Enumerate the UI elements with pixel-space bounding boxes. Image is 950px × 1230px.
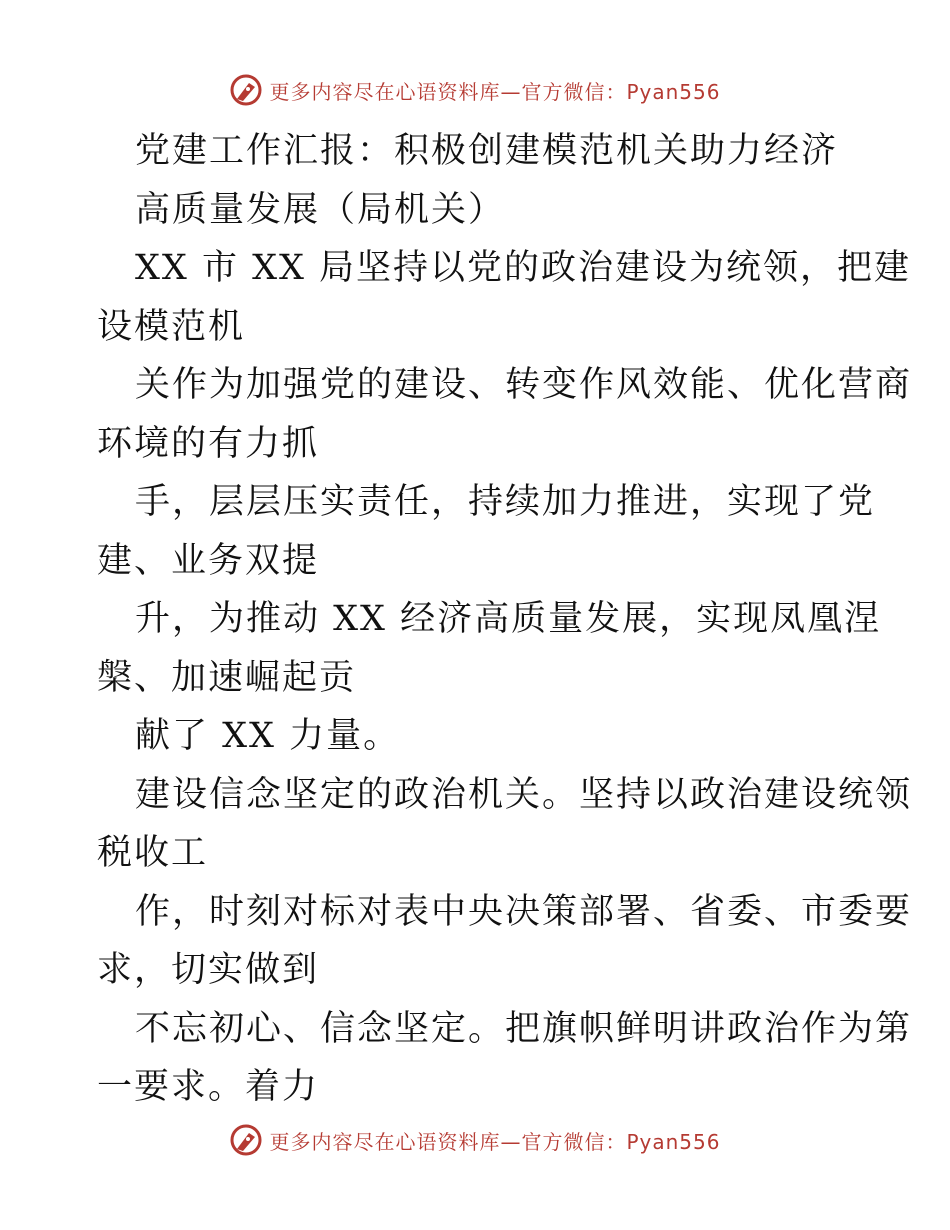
paragraph-line: 作，时刻对标对表中央决策部署、省委、市委要: [135, 891, 913, 932]
paragraph-line: 不忘初心、信念坚定。把旗帜鲜明讲政治作为第: [135, 1008, 913, 1049]
footer-watermark-banner: [0, 1120, 950, 1160]
title-line-2: 高质量发展（局机关）: [135, 189, 506, 230]
document-body: [0, 122, 950, 1117]
header-watermark-banner: [0, 70, 950, 110]
paragraph-line: 环境的有力抓: [97, 423, 320, 464]
paragraph-line: 建设信念坚定的政治机关。坚持以政治建设统领: [135, 774, 913, 815]
paragraph-line: 税收工: [97, 833, 209, 873]
paragraph-line: 建、业务双提: [97, 540, 320, 581]
footer-banner-text: 更多内容尽在心语资料库—官方微信：Pyan556: [269, 1129, 721, 1154]
paragraph-line: 求，切实做到: [97, 950, 320, 990]
paragraph-line: 手，层层压实责任，持续加力推进，实现了党: [135, 482, 876, 522]
header-banner-text: 更多内容尽在心语资料库—官方微信：Pyan556: [269, 79, 721, 104]
paragraph-line: 升，为推动 XX 经济高质量发展，实现凤凰涅: [135, 599, 882, 639]
paragraph-line: 关作为加强党的建设、转变作风效能、优化营商: [135, 365, 913, 405]
paragraph-line: 槃、加速崛起贡: [97, 657, 357, 698]
pen-nib-icon: [229, 1123, 263, 1157]
paragraph-line: 一要求。着力: [97, 1067, 320, 1107]
paragraph-line: XX 市 XX 局坚持以党的政治建设为统领，把建: [135, 248, 912, 288]
paragraph-line: 设模范机: [97, 306, 246, 347]
title-line-1: 党建工作汇报：积极创建模范机关助力经济: [135, 131, 839, 171]
paragraph-line: 献了 XX 力量。: [135, 716, 401, 756]
pen-nib-icon: [229, 73, 263, 107]
